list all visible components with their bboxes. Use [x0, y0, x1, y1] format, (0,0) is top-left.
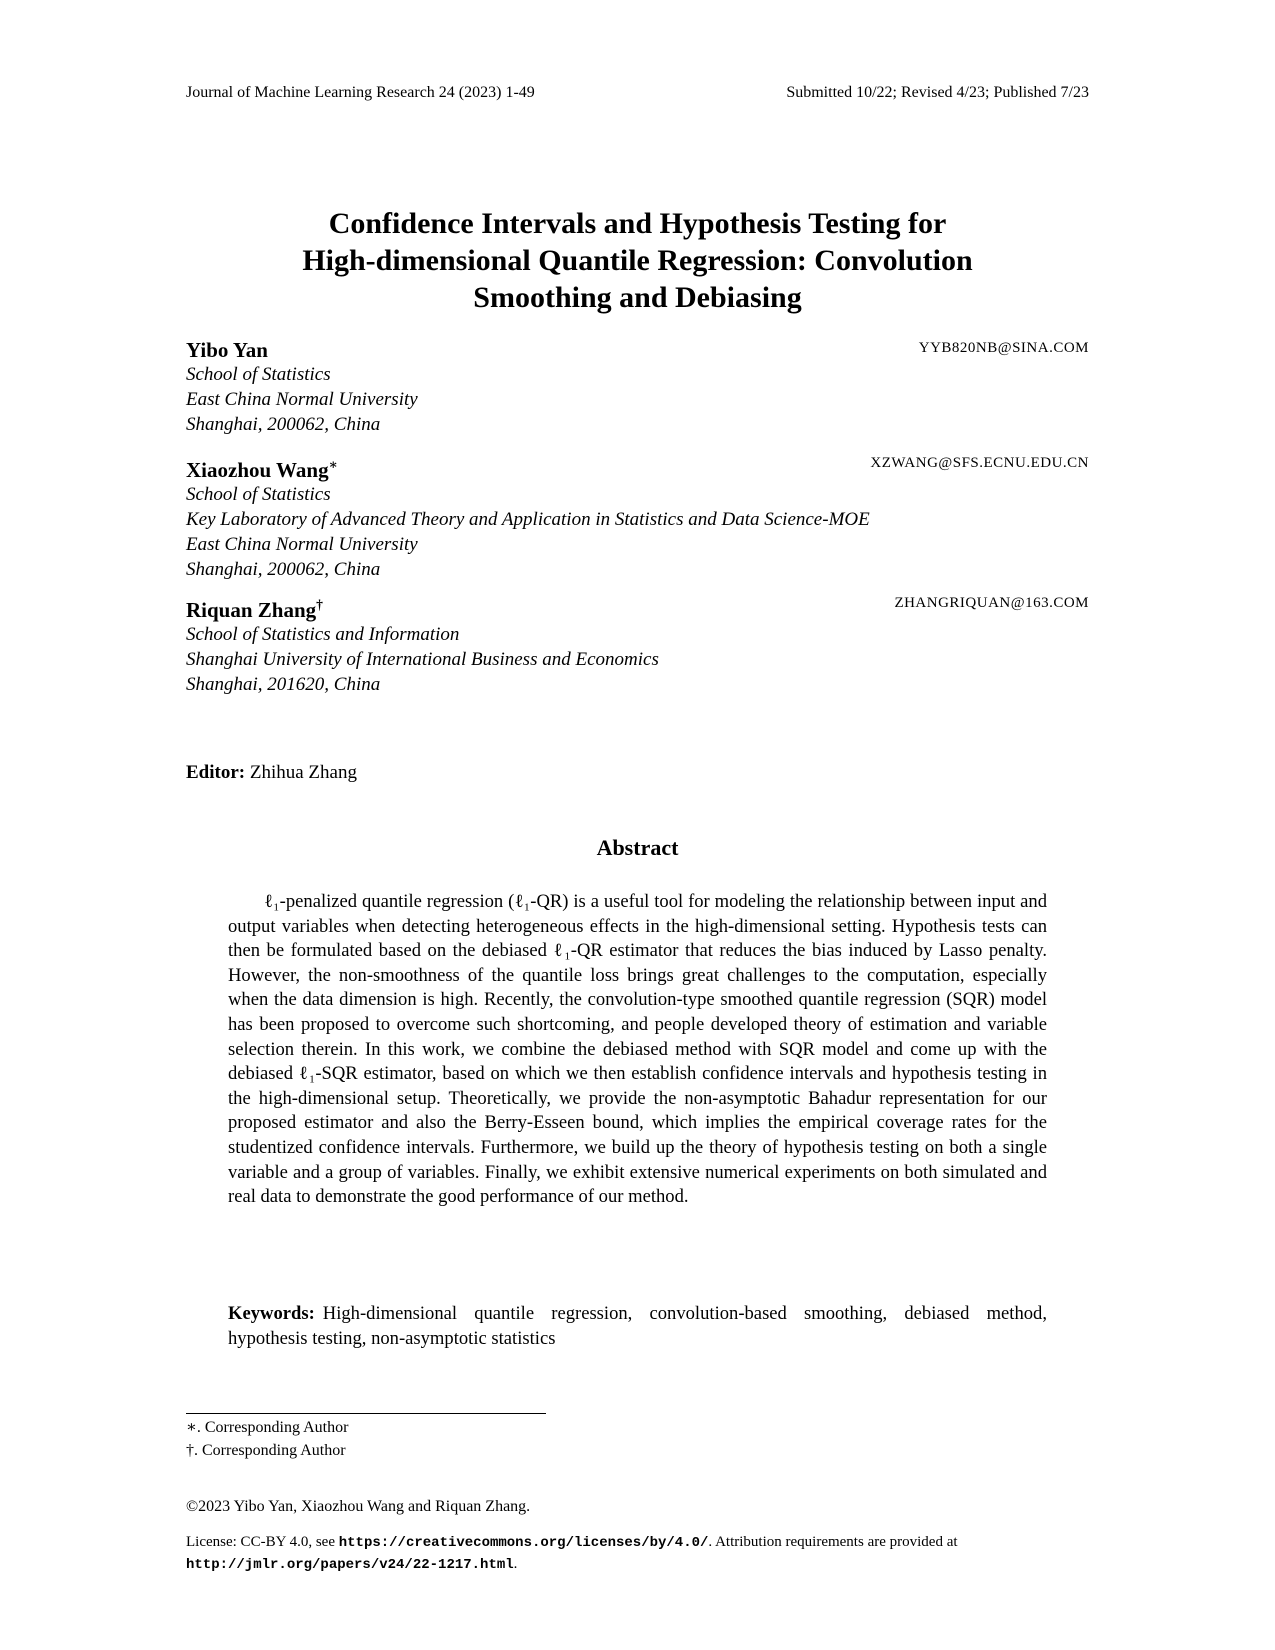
- keywords-label: Keywords:: [228, 1303, 315, 1324]
- affiliation-line: Key Laboratory of Advanced Theory and Application in Statistics and Data Science-MOE: [186, 509, 870, 530]
- keywords-text: High-dimensional quantile regression, convolution-based smoothing, debiased method, hypothesis testing, non-asymptotic statistics: [228, 1303, 1047, 1349]
- author-email[interactable]: ZHANGRIQUAN@163.COM: [894, 595, 1089, 611]
- author-block: [186, 453, 1089, 582]
- affiliation-line: East China Normal University: [186, 534, 418, 555]
- abstract-heading: Abstract: [596, 835, 679, 860]
- affiliation-line: Shanghai, 200062, China: [186, 414, 381, 435]
- affiliation-line: Shanghai, 201620, China: [186, 674, 381, 695]
- editor-line: [186, 762, 357, 784]
- abstract-text: ℓ₁-penalized quantile regression (ℓ₁-QR) is a useful tool for modeling the relationship between input and output variables when detecting heterogeneous effects in the high-dimensional setting. Hypothesis tests can then be formulated based on the debiased ℓ₁-QR estimator that reduces the bias induced by Lasso penalty. However, the non-smoothness of the quantile loss brings great challenges to the computation, especially when the data dimension is high. Recently, the convolution-type smoothed quantile regression (SQR) model has been proposed to overcome such shortcoming, and people developed theory of estimation and variable selection therein. In this work, we combine the debiased method with SQR model and come up with the debiased ℓ₁-SQR estimator, based on which we then establish confidence intervals and hypothesis testing in the high-dimensional setup. Theoretically, we provide the non-asymptotic Bahadur representation for our proposed estimator and also the Berry-Esseen bound, which implies the empirical coverage rates for the studentized confidence intervals. Furthermore, we build up the theory of hypothesis testing on both a single variable and a group of variables. Finally, we exhibit extensive numerical experiments on both simulated and real data to demonstrate the good performance of our method.: [228, 891, 1047, 1208]
- affiliation-line: Shanghai University of International Business and Economics: [186, 649, 659, 670]
- title-line: Confidence Intervals and Hypothesis Testing for: [328, 207, 947, 240]
- submission-dates: Submitted 10/22; Revised 4/23; Published 7/23: [786, 84, 1089, 101]
- affiliation-line: School of Statistics: [186, 364, 331, 385]
- keywords: [228, 1302, 1047, 1351]
- editor-label: Editor:: [186, 762, 246, 783]
- author-name: Riquan Zhang†: [186, 597, 323, 622]
- paper-link[interactable]: http://jmlr.org/papers/v24/22-1217.html: [186, 1557, 514, 1573]
- license-notice: License: CC-BY 4.0, see https://creativecommons.org/licenses/by/4.0/. Attribution requirements are provided at http://jmlr.org/papers/v24/22-1217.html.: [186, 1534, 958, 1573]
- affiliation-line: East China Normal University: [186, 389, 418, 410]
- author-block: [186, 338, 1089, 437]
- author-mark: ∗: [328, 457, 339, 472]
- footnote: †. Corresponding Author: [186, 1442, 346, 1459]
- author-name: Xiaozhou Wang∗: [186, 457, 339, 482]
- affiliation-line: Shanghai, 200062, China: [186, 559, 381, 580]
- author-email[interactable]: XZWANG@SFS.ECNU.EDU.CN: [870, 455, 1089, 471]
- title-line: Smoothing and Debiasing: [473, 281, 802, 314]
- author-name: Yibo Yan: [186, 338, 268, 362]
- author-block: [186, 593, 1089, 697]
- footnotes: [186, 1416, 348, 1462]
- title-line: High-dimensional Quantile Regression: Convolution: [302, 244, 973, 277]
- footnote: ∗. Corresponding Author: [186, 1419, 349, 1436]
- paper-title: [186, 205, 1089, 316]
- author-mark: †: [316, 597, 323, 612]
- copyright-notice: ©2023 Yibo Yan, Xiaozhou Wang and Riquan Zhang.: [186, 1498, 531, 1515]
- footnote-divider: [186, 1413, 546, 1414]
- affiliation-line: School of Statistics and Information: [186, 624, 460, 645]
- author-email[interactable]: YYB820NB@SINA.COM: [918, 340, 1089, 356]
- editor-name: Zhihua Zhang: [249, 762, 357, 783]
- journal-header: Journal of Machine Learning Research 24 (2023) 1-49: [186, 84, 535, 101]
- affiliation-line: School of Statistics: [186, 484, 331, 505]
- license-link[interactable]: https://creativecommons.org/licenses/by/4.0/: [338, 1535, 709, 1551]
